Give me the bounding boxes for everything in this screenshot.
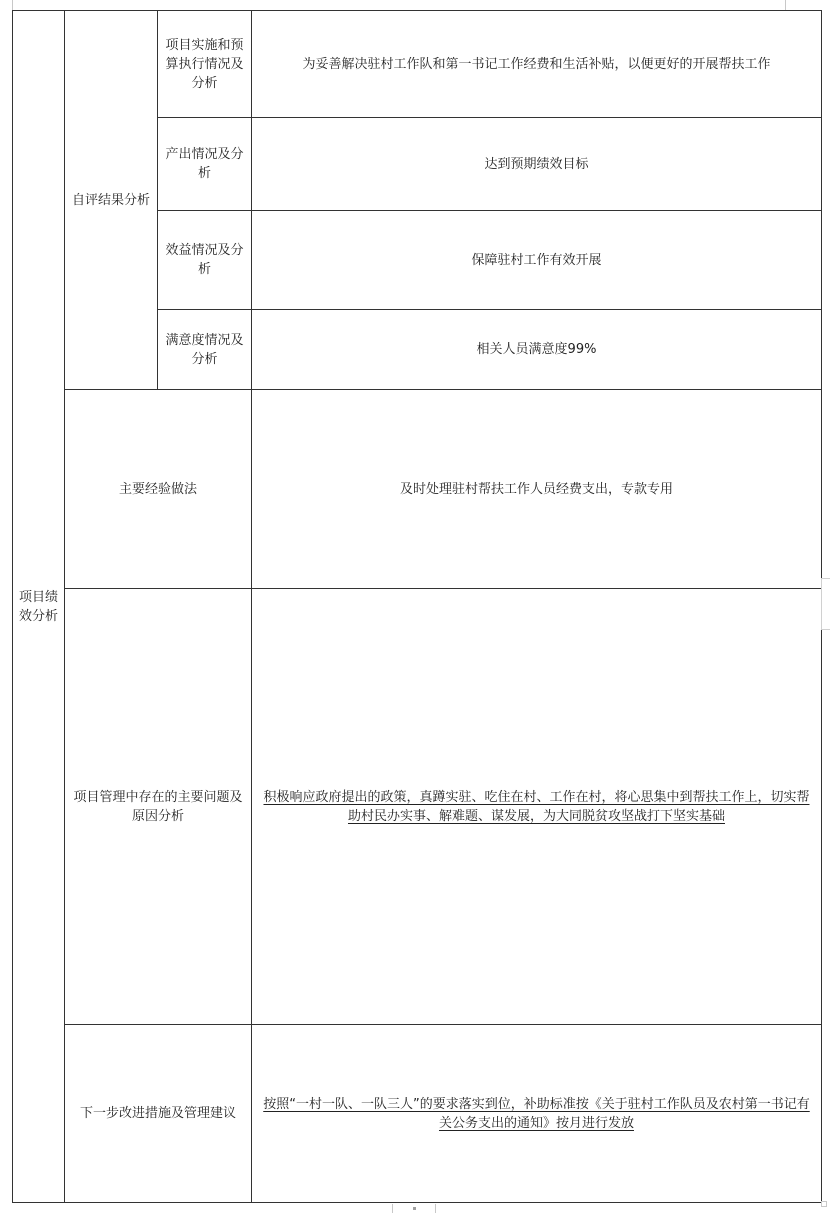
table-row [13, 589, 822, 1025]
row-content-implementation: 为妥善解决驻村工作队和第一书记工作经费和生活补贴，以便更好的开展帮扶工作 [252, 11, 822, 118]
row-content-problems[interactable]: 积极响应政府提出的政策，真蹲实驻、吃住在村、工作在村，将心思集中到帮扶工作上，切实帮助村民办实事、解难题、谋发展，为大同脱贫攻坚战打下坚实基础 [252, 589, 822, 1025]
page-corner-marker [821, 1201, 827, 1207]
performance-analysis-table [12, 10, 822, 1203]
section-label-project-performance: 项目绩效分析 [13, 11, 65, 1203]
row-label-next-steps: 下一步改进措施及管理建议 [65, 1025, 252, 1203]
row-label-output: 产出情况及分析 [158, 118, 252, 211]
row-label-problems: 项目管理中存在的主要问题及原因分析 [65, 589, 252, 1025]
row-content-experience: 及时处理驻村帮扶工作人员经费支出，专款专用 [252, 390, 822, 589]
table-row [13, 1025, 822, 1203]
row-content-satisfaction: 相关人员满意度99% [252, 310, 822, 390]
section-label-self-evaluation: 自评结果分析 [65, 11, 158, 390]
page-guide-right [785, 0, 786, 10]
row-label-benefit: 效益情况及分析 [158, 211, 252, 310]
row-label-satisfaction: 满意度情况及分析 [158, 310, 252, 390]
table-row [13, 390, 822, 589]
page-guide-left [12, 0, 13, 10]
page-break-dot [413, 1207, 416, 1210]
table-row [13, 11, 822, 118]
row-label-implementation: 项目实施和预算执行情况及分析 [158, 11, 252, 118]
row-content-benefit: 保障驻村工作有效开展 [252, 211, 822, 310]
row-label-experience: 主要经验做法 [65, 390, 252, 589]
row-content-output: 达到预期绩效目标 [252, 118, 822, 211]
row-content-next-steps[interactable]: 按照“一村一队、一队三人”的要求落实到位，补助标准按《关于驻村工作队员及农村第一书记有关公务支出的通知》按月进行发放 [252, 1025, 822, 1203]
scroll-edge-marker [821, 578, 830, 630]
